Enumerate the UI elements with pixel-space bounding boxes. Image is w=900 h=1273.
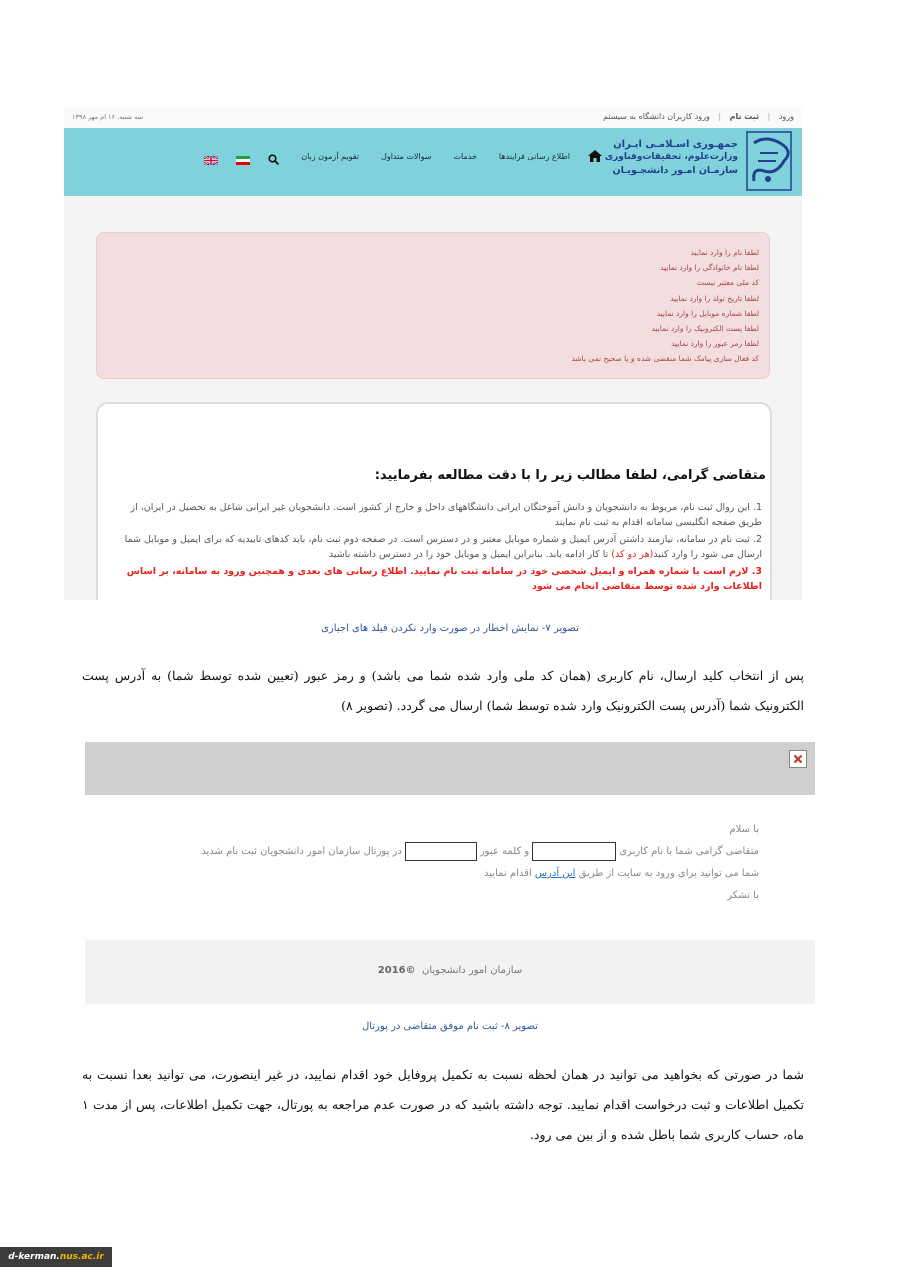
separator: | bbox=[718, 112, 722, 121]
footer-text bbox=[85, 965, 815, 976]
nav-tools bbox=[204, 150, 279, 169]
greeting: با سلام bbox=[729, 824, 759, 835]
alert-message: لطفا پست الکترونیک را وارد نمایید bbox=[651, 324, 759, 334]
separator: | bbox=[767, 112, 771, 121]
uk-flag-icon[interactable] bbox=[204, 150, 218, 169]
iran-flag-icon[interactable] bbox=[236, 150, 250, 169]
close-icon bbox=[790, 751, 806, 767]
alert-message: کد فعال سازی پیامک شما منقضی شده و یا صحیح نمی باشد bbox=[571, 354, 759, 364]
search-icon[interactable] bbox=[268, 150, 279, 169]
body-paragraph: شما در صورتی که بخواهید می توانید در همان لحظه نسبت به تکمیل پروفایل خود اقدام نمایید، در غیر اینصورت، می توانید بعدا نسبت به تکمیل اطلاعات و ثبت درخواست اقدام نمایید. توجه داشته باشید که در صورت عدم مراجعه به پورتال، جهت تکمیل اطلاعات، پس از مدت ۱ ماه، حساب کاربری شما باطل شده و از بین می رود. bbox=[82, 1067, 804, 1142]
footer-org: سازمان امور دانشجویان bbox=[421, 965, 523, 976]
nav-item-services[interactable]: خدمات bbox=[453, 151, 477, 161]
university-login-link[interactable]: ورود کاربران دانشگاه به سیستم bbox=[602, 112, 710, 121]
watermark-prefix: d-kerman. bbox=[8, 1252, 60, 1262]
alert-message: کد ملی معتبر نیست bbox=[696, 278, 759, 288]
notice-body bbox=[108, 500, 762, 596]
notice-item-important: 3. لازم است با شماره همراه و ایمیل شخصی خود در سامانه ثبت نام نمایید. اطلاع رسانی های بعدی و همچنین ورود به سامانه، بر اساس اطلاعات وارد شده توسط متقاضی انجام می شود bbox=[126, 566, 762, 592]
close-button[interactable] bbox=[789, 750, 807, 768]
notice-title: متقاضی گرامی، لطفا مطالب زیر را با دقت مطالعه بفرمایید: bbox=[374, 468, 766, 483]
portal-screenshot bbox=[64, 108, 802, 600]
thanks: با تشکر bbox=[727, 890, 759, 901]
email-text-part: اقدام نمایید bbox=[484, 868, 532, 879]
nav-item-exam-calendar[interactable]: تقویم آزمون زبان bbox=[301, 151, 360, 161]
notice-text: 2. ثبت نام در سامانه، نیازمند داشتن آدرس ایمیل و شماره موبایل معتبر و در دسترس است. در صفحه دوم ثبت نام، باید کدهای تاییدیه که برای ایمیل و موبایل شما ارسال می شود را وارد کنید bbox=[124, 534, 762, 560]
body-paragraph: پس از انتخاب کلید ارسال، نام کاربری (همان کد ملی وارد شده شما می باشد) و رمز عبور (تعیین شده توسط شما) به آدرس پست الکترونیک شما (آدرس پست الکترونیک وارد شده توسط شما) ارسال می گردد. (تصویر ۸) bbox=[82, 668, 804, 713]
main-nav bbox=[279, 150, 602, 162]
alert-message: لطفا رمز عبور را وارد نمایید bbox=[671, 339, 759, 349]
email-screenshot bbox=[85, 742, 815, 1004]
notice-item: 1. این روال ثبت نام، مربوط به دانشجویان و دانش آموختگان ایرانی دانشگاههای داخل و خارج از کشور است. دانشجویان غیر ایرانی شاغل به تحصیل در ایران، از طریق صفحه انگلیسی سامانه اقدام به ثبت نام نمایند bbox=[130, 502, 762, 528]
alert-message: لطفا شماره موبایل را وارد نمایید bbox=[656, 308, 759, 318]
notice-item bbox=[108, 532, 762, 562]
notice-text: تا کار ادامه یابد. بنابراین ایمیل و موبایل خود را در دسترس داشته باشید bbox=[328, 549, 612, 560]
username-box bbox=[532, 842, 616, 861]
email-header bbox=[85, 742, 815, 795]
figure-caption: تصویر ۸- ثبت نام موفق متقاضی در پورتال bbox=[362, 1021, 538, 1032]
validation-alert bbox=[96, 232, 770, 379]
logo-line: جمهـوری اسـلامـی ایـران bbox=[613, 139, 738, 150]
current-date: سه شنبه، ۱۶ ام مهر ۱۳۹۸ bbox=[72, 113, 144, 121]
email-text bbox=[109, 819, 759, 907]
footer-year: ©2016 bbox=[377, 965, 416, 976]
email-text-part: شما می توانید برای ورود به سایت از طریق bbox=[578, 868, 759, 879]
email-line bbox=[109, 841, 759, 863]
login-link[interactable]: ورود bbox=[778, 112, 794, 121]
password-box bbox=[405, 842, 477, 861]
top-links bbox=[597, 112, 794, 121]
watermark bbox=[0, 1247, 112, 1267]
logo[interactable] bbox=[746, 131, 792, 191]
notice-highlight: (هر دو کد) bbox=[611, 549, 654, 560]
logo-text bbox=[605, 138, 738, 177]
email-text-part: و کلمه عبور bbox=[479, 846, 530, 857]
alert-message: لطفا نام خانوادگی را وارد نمایید bbox=[660, 263, 759, 273]
home-icon[interactable] bbox=[588, 150, 602, 162]
email-footer bbox=[85, 940, 815, 1004]
email-body bbox=[85, 795, 815, 940]
alert-message: لطفا نام را وارد نمایید bbox=[690, 248, 759, 257]
register-link[interactable]: ثبت نام bbox=[729, 112, 760, 121]
logo-icon bbox=[746, 131, 792, 191]
top-bar bbox=[64, 108, 802, 129]
email-line bbox=[109, 863, 759, 885]
nav-item-faq[interactable]: سوالات متداول bbox=[381, 151, 432, 161]
logo-line: وزارت‌علوم، تحقیقات‌وفناوری bbox=[604, 152, 738, 162]
figure-caption: تصویر ۷- نمایش اخطار در صورت وارد نکردن فیلد های اجباری bbox=[321, 623, 579, 634]
site-header bbox=[64, 128, 802, 196]
logo-line: سازمـان امـور دانشجـویـان bbox=[612, 165, 738, 176]
watermark-domain: nus.ac.ir bbox=[59, 1252, 104, 1262]
alert-message: لطفا تاریخ تولد را وارد نمایید bbox=[670, 293, 759, 303]
notice-panel bbox=[96, 402, 772, 600]
email-text-part: متقاضی گرامی شما با نام کاربری bbox=[619, 846, 759, 857]
email-text-part: در پورتال سازمان امور دانشجویان ثبت نام شدید bbox=[201, 846, 402, 857]
nav-item-processes[interactable]: اطلاع رسانی فرایندها bbox=[498, 151, 570, 161]
portal-link[interactable]: این آدرس bbox=[534, 868, 576, 879]
